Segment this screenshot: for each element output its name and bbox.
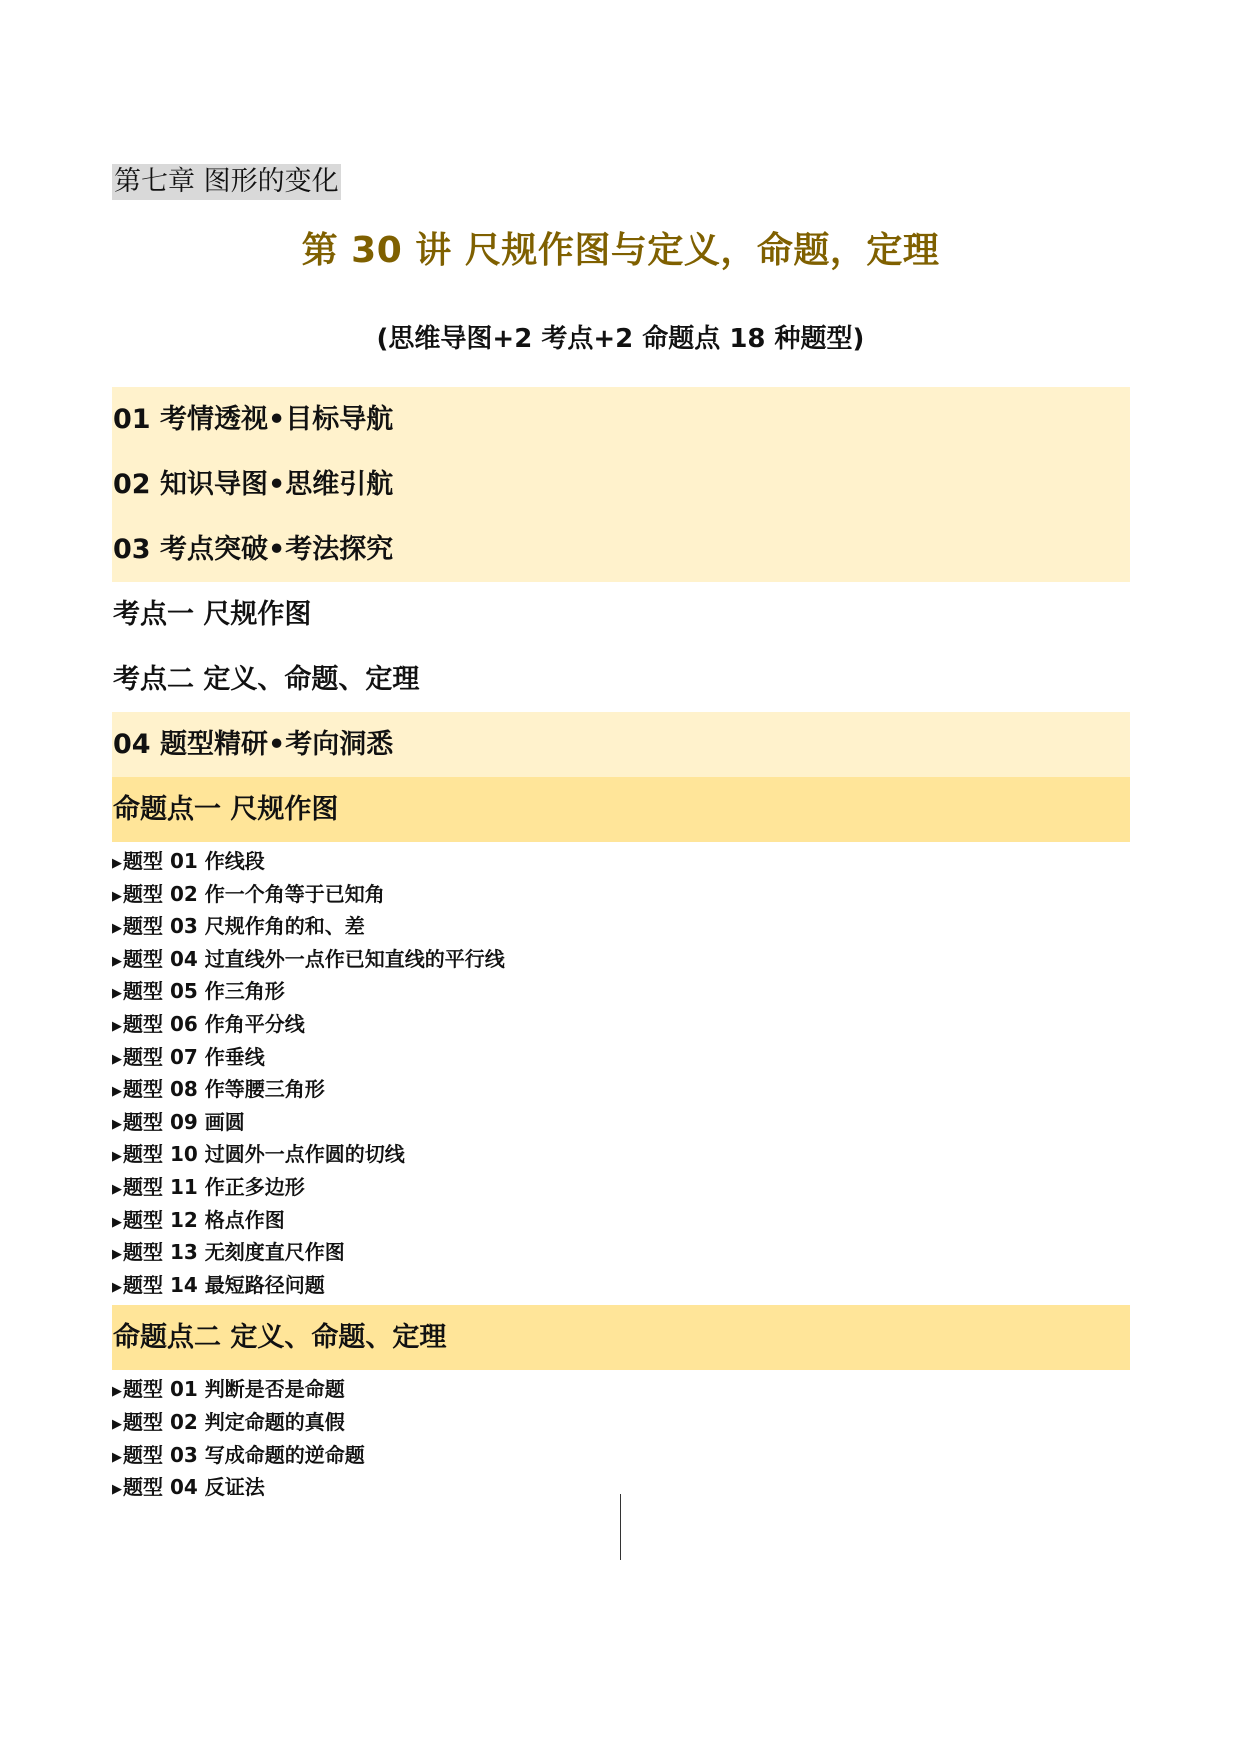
type-item[interactable]	[112, 1204, 1130, 1237]
type-item-label: 题型 06 作角平分线	[123, 1011, 305, 1036]
triangle-bullet-icon: ▶	[112, 1482, 122, 1498]
type-item[interactable]	[112, 845, 1130, 878]
type-item-label: 题型 02 作一个角等于已知角	[123, 881, 385, 906]
type-item[interactable]	[112, 1373, 1130, 1406]
toc-section-03[interactable]: 03 考点突破•考法探究	[113, 534, 394, 565]
type-item[interactable]	[112, 1106, 1130, 1139]
type-item-label: 题型 04 过直线外一点作已知直线的平行线	[123, 946, 505, 971]
type-item-label: 题型 04 反证法	[123, 1475, 265, 1500]
type-item[interactable]	[112, 1138, 1130, 1171]
type-item-label: 题型 01 判断是否是命题	[123, 1377, 345, 1402]
triangle-bullet-icon: ▶	[112, 1116, 122, 1132]
type-item-label: 题型 11 作正多边形	[123, 1174, 305, 1199]
lecture-subtitle: (思维导图+2 考点+2 命题点 18 种题型)	[376, 324, 865, 354]
type-item-label: 题型 05 作三角形	[123, 979, 285, 1004]
type-item-label: 题型 12 格点作图	[123, 1207, 285, 1232]
toc-section-01[interactable]: 01 考情透视•目标导航	[113, 404, 394, 435]
type-item-label: 题型 09 画圆	[123, 1109, 245, 1134]
type-item-label: 题型 10 过圆外一点作圆的切线	[123, 1142, 405, 1167]
type-item-label: 题型 01 作线段	[123, 849, 265, 873]
triangle-bullet-icon: ▶	[112, 1214, 122, 1230]
triangle-bullet-icon: ▶	[112, 1149, 122, 1165]
mingti-1-type-list	[112, 842, 1130, 1305]
triangle-bullet-icon: ▶	[112, 986, 122, 1002]
type-item-label: 题型 07 作垂线	[123, 1044, 265, 1069]
type-item[interactable]	[112, 1236, 1130, 1269]
triangle-bullet-icon: ▶	[112, 888, 122, 904]
toc-mingti-2[interactable]: 命题点二 定义、命题、定理	[112, 1305, 1130, 1370]
center-divider-line	[620, 1494, 621, 1560]
type-item[interactable]	[112, 1439, 1130, 1472]
triangle-bullet-icon: ▶	[112, 1051, 122, 1067]
triangle-bullet-icon: ▶	[112, 953, 122, 969]
toc-kaodian-1[interactable]: 考点一 尺规作图	[113, 599, 312, 630]
table-of-contents	[112, 387, 1130, 1508]
toc-intro-block	[112, 387, 1130, 582]
toc-section-04[interactable]: 04 题型精研•考向洞悉	[112, 712, 1130, 777]
type-item-label: 题型 14 最短路径问题	[123, 1272, 325, 1297]
type-item[interactable]	[112, 1471, 1130, 1504]
type-item[interactable]	[112, 943, 1130, 976]
mingti-2-type-list	[112, 1370, 1130, 1507]
toc-kaodian-2[interactable]: 考点二 定义、命题、定理	[113, 664, 420, 695]
triangle-bullet-icon: ▶	[112, 1384, 122, 1400]
triangle-bullet-icon: ▶	[112, 1018, 122, 1034]
type-item[interactable]	[112, 878, 1130, 911]
triangle-bullet-icon: ▶	[112, 1416, 122, 1432]
type-item-label: 题型 02 判定命题的真假	[123, 1409, 345, 1434]
type-item-label: 题型 03 写成命题的逆命题	[123, 1442, 365, 1467]
type-item-label: 题型 08 作等腰三角形	[123, 1077, 325, 1102]
type-item[interactable]	[112, 1041, 1130, 1074]
triangle-bullet-icon: ▶	[112, 1247, 122, 1263]
type-item-label: 题型 13 无刻度直尺作图	[123, 1240, 345, 1265]
toc-mingti-1[interactable]: 命题点一 尺规作图	[112, 777, 1130, 842]
triangle-bullet-icon: ▶	[112, 856, 122, 871]
type-item[interactable]	[112, 1073, 1130, 1106]
toc-section-02[interactable]: 02 知识导图•思维引航	[113, 469, 394, 500]
type-item[interactable]	[112, 975, 1130, 1008]
type-item[interactable]	[112, 910, 1130, 943]
triangle-bullet-icon: ▶	[112, 1181, 122, 1197]
type-item[interactable]	[112, 1008, 1130, 1041]
lecture-title: 第 30 讲 尺规作图与定义，命题，定理	[301, 230, 940, 271]
triangle-bullet-icon: ▶	[112, 1279, 122, 1295]
triangle-bullet-icon: ▶	[112, 921, 122, 937]
triangle-bullet-icon: ▶	[112, 1449, 122, 1465]
type-item-label: 题型 03 尺规作角的和、差	[123, 914, 365, 939]
type-item[interactable]	[112, 1406, 1130, 1439]
chapter-label: 第七章 图形的变化	[112, 164, 341, 200]
type-item[interactable]	[112, 1171, 1130, 1204]
type-item[interactable]	[112, 1269, 1130, 1302]
triangle-bullet-icon: ▶	[112, 1084, 122, 1100]
